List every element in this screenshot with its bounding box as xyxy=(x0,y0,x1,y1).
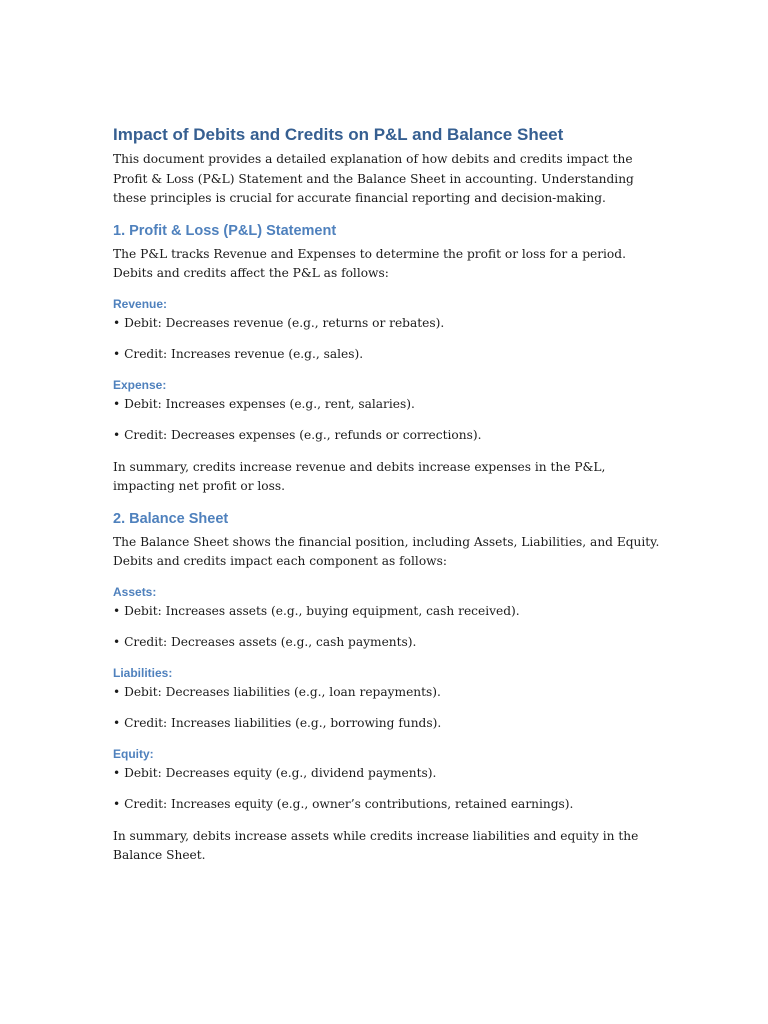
assets-debit-item: • Debit: Increases assets (e.g., buying equipment, cash received). xyxy=(113,603,520,618)
summary-balance-sheet: In summary, debits increase assets while credits increase liabilities and equity in the Balance Sheet. xyxy=(113,828,639,862)
revenue-debit-item: • Debit: Decreases revenue (e.g., returns or rebates). xyxy=(113,315,445,330)
document-title: Impact of Debits and Credits on P&L and Balance Sheet xyxy=(113,125,564,144)
subheading-liabilities: Liabilities: xyxy=(113,665,173,680)
document-intro: This document provides a detailed explanation of how debits and credits impact the Profit & Loss (P&L) Statement and the Balance Sheet in accounting. Understanding these principles is crucial for accurate financial reporting and decision-making. xyxy=(113,152,634,205)
section-heading-pl: 1. Profit & Loss (P&L) Statement xyxy=(113,222,337,239)
subheading-assets: Assets: xyxy=(113,584,157,599)
revenue-credit-item: • Credit: Increases revenue (e.g., sales). xyxy=(113,347,364,361)
equity-credit-item: • Credit: Increases equity (e.g., owner’s contributions, retained earnings). xyxy=(113,797,574,811)
subheading-revenue: Revenue: xyxy=(113,296,168,311)
summary-pl: In summary, credits increase revenue and debits increase expenses in the P&L, impacting net profit or loss. xyxy=(113,459,606,493)
expense-debit-item: • Debit: Increases expenses (e.g., rent, salaries). xyxy=(113,396,415,411)
subheading-expense: Expense: xyxy=(113,377,167,392)
subheading-equity: Equity: xyxy=(113,746,154,761)
assets-credit-item: • Credit: Decreases assets (e.g., cash payments). xyxy=(113,635,417,649)
section-heading-balance-sheet: 2. Balance Sheet xyxy=(113,510,229,527)
section-intro-balance-sheet: The Balance Sheet shows the financial position, including Assets, Liabilities, and Equity. Debits and credits impact each component as follows: xyxy=(113,534,660,568)
liabilities-debit-item: • Debit: Decreases liabilities (e.g., loan repayments). xyxy=(113,684,441,699)
equity-debit-item: • Debit: Decreases equity (e.g., dividend payments). xyxy=(113,765,437,780)
liabilities-credit-item: • Credit: Increases liabilities (e.g., borrowing funds). xyxy=(113,716,442,730)
section-intro-pl: The P&L tracks Revenue and Expenses to determine the profit or loss for a period. Debits and credits affect the P&L as follows: xyxy=(113,246,626,280)
expense-credit-item: • Credit: Decreases expenses (e.g., refunds or corrections). xyxy=(113,428,482,442)
document-page xyxy=(113,124,661,866)
